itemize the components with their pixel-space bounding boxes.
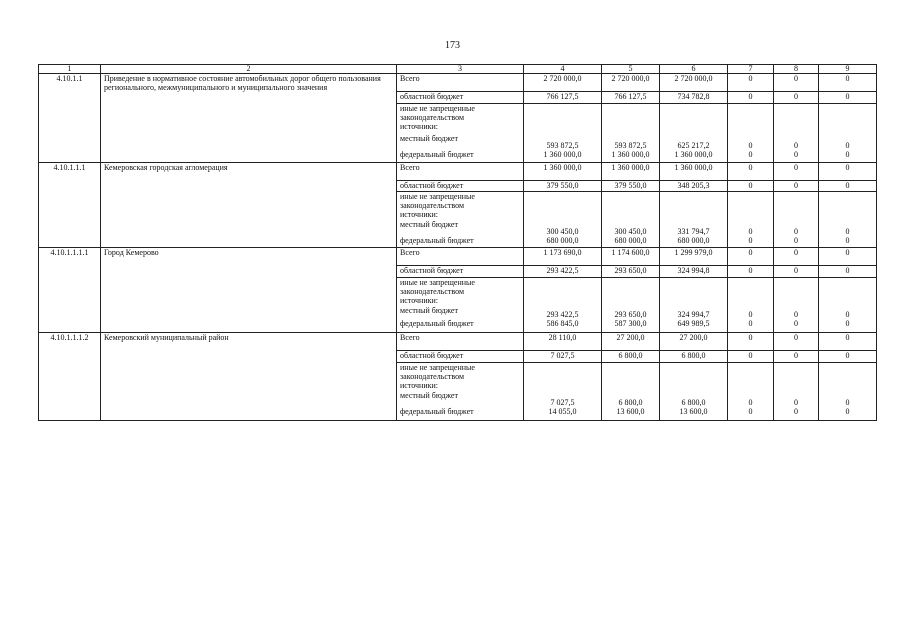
value-cell (728, 104, 774, 150)
value-text: 324 994,7 (677, 309, 710, 319)
value-cell: 0 (774, 248, 819, 266)
value-cell: 6 800,0 (602, 351, 660, 363)
value-cell (728, 363, 774, 407)
source-label: Всего (397, 74, 524, 92)
value-cell: 0 (728, 333, 774, 351)
value-cell: 13 600,0 (660, 407, 728, 421)
value-cell: 0 (774, 74, 819, 92)
value-cell: 2 720 000,0 (524, 74, 602, 92)
value-cell: 27 200,0 (602, 333, 660, 351)
item-code: 4.10.1.1.1.1 (39, 248, 101, 333)
value-text: 593 872,5 (546, 140, 579, 150)
source-label: местный бюджет (400, 306, 458, 315)
value-cell: 0 (819, 333, 877, 351)
other-sources-label: законодательством (400, 372, 465, 381)
value-cell: 324 994,8 (660, 266, 728, 278)
source-label: местный бюджет (400, 134, 458, 143)
value-cell: 1 360 000,0 (660, 150, 728, 163)
item-name: Кемеровская городская агломерация (101, 163, 397, 248)
value-cell: 0 (819, 163, 877, 181)
value-cell: 0 (819, 266, 877, 278)
page-number: 173 (445, 40, 460, 51)
table-row (39, 248, 877, 266)
value-cell: 0 (774, 150, 819, 163)
value-cell (774, 104, 819, 150)
value-cell: 1 174 600,0 (602, 248, 660, 266)
header-cell: 6 (660, 65, 728, 74)
value-cell (660, 104, 728, 150)
value-cell (774, 278, 819, 319)
value-text: 0 (794, 397, 798, 407)
source-label: федеральный бюджет (397, 236, 524, 248)
value-cell (602, 363, 660, 407)
source-label: федеральный бюджет (397, 319, 524, 333)
value-cell: 0 (819, 351, 877, 363)
value-cell: 0 (819, 236, 877, 248)
value-cell: 680 000,0 (524, 236, 602, 248)
value-text: 0 (845, 140, 850, 150)
value-cell: 379 550,0 (602, 181, 660, 192)
source-label: Всего (397, 333, 524, 351)
source-label: областной бюджет (397, 266, 524, 278)
value-cell: 0 (774, 407, 819, 421)
header-cell: 5 (602, 65, 660, 74)
other-sources-label: иные не запрещенные (400, 363, 475, 372)
value-cell: 0 (728, 92, 774, 104)
value-cell: 0 (774, 319, 819, 333)
other-sources-label: источники: (400, 381, 438, 390)
budget-table (38, 64, 877, 421)
value-cell: 1 360 000,0 (524, 163, 602, 181)
value-text: 7 027,5 (550, 397, 575, 407)
value-cell (774, 363, 819, 407)
value-cell (819, 104, 877, 150)
value-cell: 0 (819, 407, 877, 421)
value-cell (602, 192, 660, 236)
value-text: 300 450,0 (614, 226, 647, 236)
value-cell (602, 104, 660, 150)
value-text: 0 (845, 309, 850, 319)
value-text: 593 872,5 (614, 140, 647, 150)
header-cell: 3 (397, 65, 524, 74)
source-label: областной бюджет (397, 351, 524, 363)
value-text: 0 (794, 140, 798, 150)
value-cell: 586 845,0 (524, 319, 602, 333)
value-text: 331 794,7 (677, 226, 710, 236)
value-cell: 1 173 690,0 (524, 248, 602, 266)
value-cell: 680 000,0 (660, 236, 728, 248)
item-name: Приведение в нормативное состояние автомобильных дорог общего пользования регионального, межмуниципального и муниципального значения (101, 74, 397, 163)
value-cell: 0 (819, 92, 877, 104)
item-code: 4.10.1.1.1 (39, 163, 101, 248)
value-cell (774, 192, 819, 236)
value-text: 0 (748, 226, 753, 236)
value-text: 0 (794, 309, 798, 319)
source-label: областной бюджет (397, 92, 524, 104)
value-cell: 28 110,0 (524, 333, 602, 351)
value-cell: 680 000,0 (602, 236, 660, 248)
value-cell (524, 278, 602, 319)
value-text: 300 450,0 (546, 226, 579, 236)
value-cell: 348 205,3 (660, 181, 728, 192)
value-cell (728, 192, 774, 236)
table-row (39, 163, 877, 181)
other-sources-label: источники: (400, 122, 438, 131)
source-label: федеральный бюджет (397, 150, 524, 163)
value-cell: 379 550,0 (524, 181, 602, 192)
value-cell: 0 (819, 319, 877, 333)
value-cell: 14 055,0 (524, 407, 602, 421)
value-cell: 0 (728, 150, 774, 163)
source-label: местный бюджет (400, 220, 458, 229)
value-text: 0 (845, 397, 850, 407)
table-row (39, 333, 877, 351)
value-cell: 766 127,5 (602, 92, 660, 104)
header-cell: 9 (819, 65, 877, 74)
value-cell: 0 (819, 248, 877, 266)
other-sources-cell (397, 192, 524, 236)
value-cell: 0 (819, 150, 877, 163)
source-label: местный бюджет (400, 391, 458, 400)
value-cell: 293 650,0 (602, 266, 660, 278)
value-cell: 0 (774, 163, 819, 181)
value-text: 0 (748, 309, 753, 319)
value-cell: 766 127,5 (524, 92, 602, 104)
other-sources-cell (397, 363, 524, 407)
value-cell: 6 800,0 (660, 351, 728, 363)
value-cell: 0 (774, 266, 819, 278)
value-text: 293 422,5 (546, 309, 579, 319)
value-text: 293 650,0 (614, 309, 647, 319)
header-cell: 8 (774, 65, 819, 74)
item-code: 4.10.1.1.1.2 (39, 333, 101, 421)
value-text: 6 800,0 (681, 397, 706, 407)
value-text: 625 217,2 (677, 140, 710, 150)
value-cell: 0 (774, 92, 819, 104)
source-label: областной бюджет (397, 181, 524, 192)
value-cell: 0 (728, 248, 774, 266)
value-text: 0 (748, 140, 753, 150)
value-cell: 1 360 000,0 (524, 150, 602, 163)
value-cell: 0 (728, 351, 774, 363)
other-sources-label: источники: (400, 296, 438, 305)
other-sources-label: иные не запрещенные (400, 104, 475, 113)
value-cell: 27 200,0 (660, 333, 728, 351)
value-cell (524, 192, 602, 236)
value-cell: 0 (774, 181, 819, 192)
header-cell: 2 (101, 65, 397, 74)
value-cell: 13 600,0 (602, 407, 660, 421)
value-cell: 293 422,5 (524, 266, 602, 278)
value-cell (660, 192, 728, 236)
value-cell: 649 989,5 (660, 319, 728, 333)
value-cell: 2 720 000,0 (660, 74, 728, 92)
value-text: 0 (845, 226, 850, 236)
value-cell: 1 360 000,0 (602, 163, 660, 181)
value-cell: 0 (728, 163, 774, 181)
value-cell: 0 (819, 181, 877, 192)
header-cell: 4 (524, 65, 602, 74)
other-sources-label: иные не запрещенные (400, 192, 475, 201)
item-name: Кемеровский муниципальный район (101, 333, 397, 421)
value-cell: 0 (728, 407, 774, 421)
value-cell (660, 278, 728, 319)
value-cell (819, 192, 877, 236)
value-cell: 1 360 000,0 (602, 150, 660, 163)
value-cell (819, 278, 877, 319)
source-label: Всего (397, 163, 524, 181)
value-cell: 0 (774, 333, 819, 351)
value-text: 0 (794, 226, 798, 236)
other-sources-label: законодательством (400, 113, 465, 122)
other-sources-label: иные не запрещенные (400, 278, 475, 287)
value-cell: 1 360 000,0 (660, 163, 728, 181)
value-cell: 2 720 000,0 (602, 74, 660, 92)
value-cell (602, 278, 660, 319)
value-cell: 587 300,0 (602, 319, 660, 333)
value-cell (524, 363, 602, 407)
other-sources-cell (397, 104, 524, 150)
item-code: 4.10.1.1 (39, 74, 101, 163)
value-cell (660, 363, 728, 407)
source-label: федеральный бюджет (397, 407, 524, 421)
value-text: 6 800,0 (618, 397, 643, 407)
value-cell: 0 (774, 236, 819, 248)
header-cell: 1 (39, 65, 101, 74)
header-row (39, 65, 877, 74)
header-cell: 7 (728, 65, 774, 74)
other-sources-label: законодательством (400, 287, 465, 296)
value-cell: 734 782,8 (660, 92, 728, 104)
value-cell: 0 (728, 236, 774, 248)
other-sources-label: источники: (400, 210, 438, 219)
item-name: Город Кемерово (101, 248, 397, 333)
value-cell: 0 (728, 74, 774, 92)
table-row (39, 74, 877, 92)
value-cell: 1 299 979,0 (660, 248, 728, 266)
value-cell (728, 278, 774, 319)
value-text: 0 (748, 397, 753, 407)
value-cell (524, 104, 602, 150)
value-cell: 0 (819, 74, 877, 92)
value-cell: 0 (774, 351, 819, 363)
value-cell: 0 (728, 319, 774, 333)
value-cell (819, 363, 877, 407)
other-sources-label: законодательством (400, 201, 465, 210)
value-cell: 0 (728, 266, 774, 278)
value-cell: 0 (728, 181, 774, 192)
source-label: Всего (397, 248, 524, 266)
other-sources-cell (397, 278, 524, 319)
value-cell: 7 027,5 (524, 351, 602, 363)
